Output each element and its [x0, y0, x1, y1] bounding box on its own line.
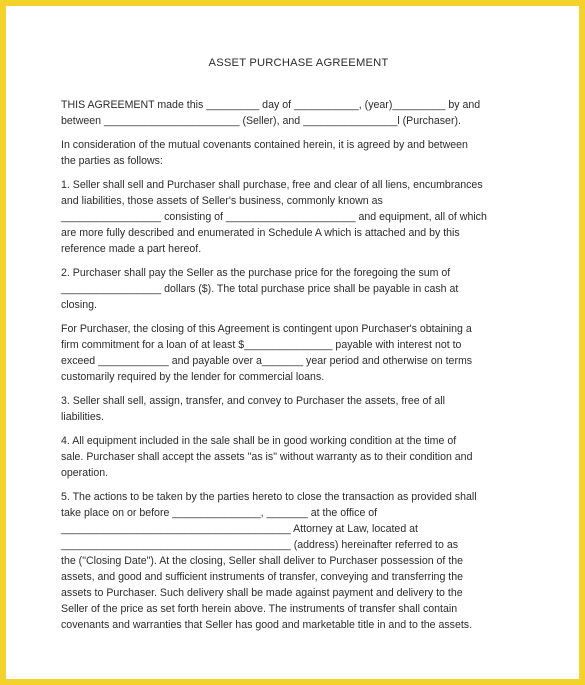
text-line: reference made a part hereof.: [61, 243, 202, 255]
text-line: _______________________________________ Attorney at Law, located at: [61, 523, 418, 535]
paragraph-clause-5: [61, 489, 536, 633]
document-page: [6, 6, 579, 679]
text-line: operation.: [61, 467, 109, 479]
text-line: covenants and warranties that Seller has good and marketable title in and to the assets.: [61, 619, 473, 631]
text-line: are more fully described and enumerated in Schedule A which is attached and by this: [61, 227, 460, 239]
text-line: For Purchaser, the closing of this Agreement is contingent upon Purchaser's obtaining a: [61, 323, 472, 335]
text-line: _________________ consisting of ______________________ and equipment, all of which: [61, 211, 487, 223]
text-line: the ("Closing Date"). At the closing, Seller shall deliver to Purchaser possession of the: [61, 555, 464, 567]
text-line: the parties as follows:: [61, 155, 163, 167]
paragraph-clause-4: [61, 433, 536, 481]
text-line: take place on or before _______________, _______ at the office of: [61, 507, 378, 519]
text-line: Seller of the price as set forth herein above. The instruments of transfer shall contain: [61, 603, 458, 615]
text-line: closing.: [61, 299, 97, 311]
text-line: assets, and good and sufficient instruments of transfer, conveying and transferring the: [61, 571, 464, 583]
document-title: ASSET PURCHASE AGREEMENT: [208, 57, 389, 69]
paragraph-financing: [61, 321, 536, 385]
text-line: _______________________________________ (address) hereinafter referred to as: [61, 539, 459, 551]
text-line: 2. Purchaser shall pay the Seller as the purchase price for the foregoing the sum of: [61, 267, 451, 279]
text-line: liabilities.: [61, 411, 104, 423]
text-line: exceed ____________ and payable over a_______ year period and otherwise on terms: [61, 355, 473, 367]
text-line: between _______________________ (Seller), and ________________l (Purchaser).: [61, 115, 461, 127]
text-line: and liabilities, those assets of Seller's business, commonly known as: [61, 195, 383, 207]
paragraph-clause-1: [61, 177, 536, 257]
paragraph-consideration: [61, 137, 536, 169]
text-line: customarily required by the lender for commercial loans.: [61, 371, 325, 383]
text-line: firm commitment for a loan of at least $_______________ payable with interest not to: [61, 339, 462, 351]
text-line: 3. Seller shall sell, assign, transfer, and convey to Purchaser the assets, free of all: [61, 395, 445, 407]
text-line: 1. Seller shall sell and Purchaser shall purchase, free and clear of all liens, encumbrances: [61, 179, 483, 191]
text-line: 5. The actions to be taken by the parties hereto to close the transaction as provided shall: [61, 491, 477, 503]
paragraph-clause-2: [61, 265, 536, 313]
text-line: THIS AGREEMENT made this _________ day of ___________, (year)_________ by and: [61, 99, 481, 111]
text-line: In consideration of the mutual covenants contained herein, it is agreed by and between: [61, 139, 468, 151]
text-line: 4. All equipment included in the sale shall be in good working condition at the time of: [61, 435, 457, 447]
text-line: _________________ dollars ($). The total purchase price shall be payable in cash at: [61, 283, 459, 295]
paragraph-agreement-intro: [61, 97, 536, 129]
text-line: sale. Purchaser shall accept the assets "as is" without warranty as to their condition and: [61, 451, 473, 463]
paragraph-clause-3: [61, 393, 536, 425]
text-line: assets to Purchaser. Such delivery shall be made against payment and delivery to the: [61, 587, 463, 599]
